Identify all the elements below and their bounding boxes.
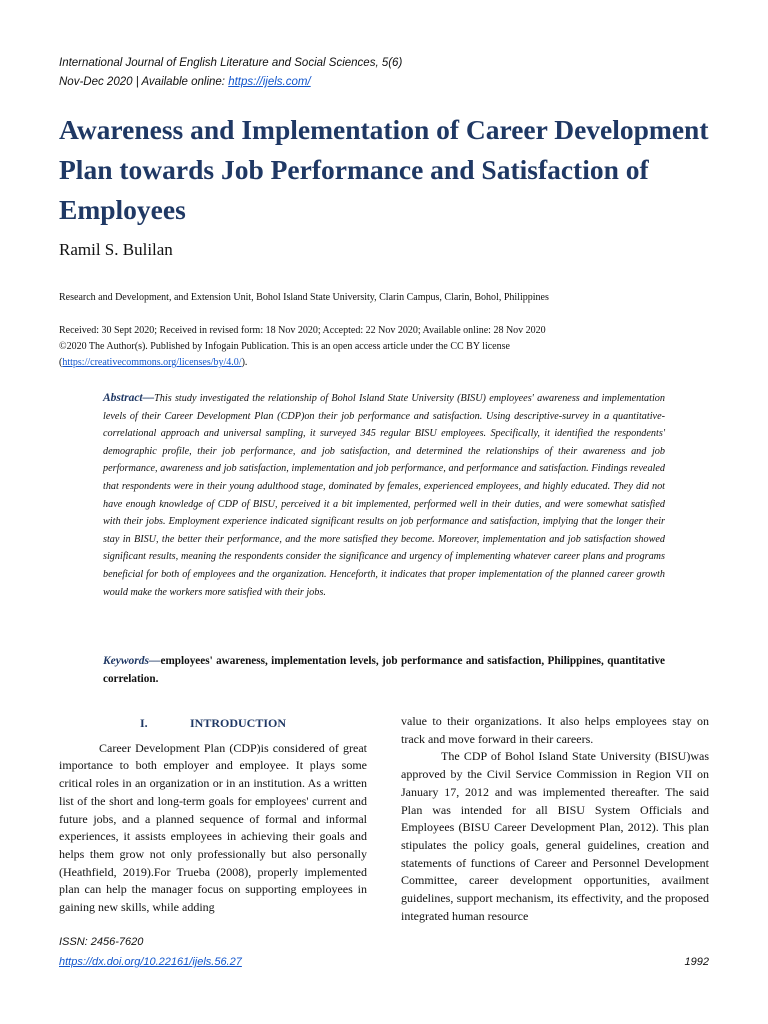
- issn: ISSN: 2456-7620: [59, 936, 144, 948]
- copyright-line: ©2020 The Author(s). Published by Infogain Publication. This is an open access article under the CC BY license: [59, 341, 510, 352]
- journal-header: [59, 54, 719, 92]
- page-number: 1992: [684, 956, 709, 968]
- issue-line: [59, 73, 719, 92]
- left-column: [59, 713, 367, 917]
- license-line: [59, 355, 719, 371]
- affiliation: Research and Development, and Extension Unit, Bohol Island State University, Clarin Campus, Clarin, Bohol, Philippines: [59, 292, 549, 303]
- intro-paragraph-continued: value to their organizations. It also helps employees stay on track and move forward in their careers.: [401, 714, 709, 746]
- keywords-label: Keywords—: [103, 655, 161, 667]
- keywords-text: employees' awareness, implementation levels, job performance and satisfaction, Philippines, quantitative correlation.: [103, 655, 665, 685]
- section-number: I.: [139, 716, 148, 730]
- paper-title: Awareness and Implementation of Career Development Plan towards Job Performance and Satisfaction of Employees: [59, 114, 709, 225]
- abstract: [103, 390, 665, 601]
- abstract-label: Abstract—: [103, 392, 155, 404]
- section-title: INTRODUCTION: [189, 716, 286, 730]
- doi-link[interactable]: https://dx.doi.org/10.22161/ijels.56.27: [59, 956, 242, 968]
- section-heading: [59, 715, 367, 733]
- license-paren-close: ).: [241, 357, 248, 368]
- journal-link[interactable]: https://ijels.com/: [228, 76, 311, 88]
- license-link[interactable]: https://creativecommons.org/licenses/by/4.0/: [62, 357, 242, 368]
- license-paren-open: (: [59, 357, 63, 368]
- intro-paragraph-1: Career Development Plan (CDP)is considered of great importance to both employer and employee. It plays some critical roles in an organization or in an institution. As a written list of the short and long-term goals for employees' current and future jobs, and a planned sequence of formal and informal experiences, it assists employees in achieving their goals and helps them grow not only professionally but also personally (Heathfield, 2019).For Trueba (2008), properly implemented plan can help the manager focus on supporting employees in gaining new skills, while adding: [59, 740, 367, 915]
- abstract-text: This study investigated the relationship of Bohol Island State University (BISU) employees' awareness and implementation levels of their Career Development Plan (CDP)on their job performance and satisfaction. Using descriptive-survey in a quantitative-correlational approach and universal sampling, it surveyed 345 regular BISU employees. Specifically, it identified the respondents' demographic profile, their job performance, and job satisfaction, and determined the relationships of their awareness and job performance, awareness and job satisfaction, implementation and job performance, and performance and satisfaction. Findings revealed that respondents were in their young adulthood stage, dominated by females, experienced employees, and highly educated. They did not have enough knowledge of CDP of BISU, perceived it a bit implemented, performed well in their duties, and were somewhat satisfied with their jobs. Employment experience indicated significant results on job performance and satisfaction, implying that the longer their stay in BISU, the better their performance, and the more satisfied they become. Moreover, implementation and job satisfaction showed significant results, meaning the respondents consider the significance and urgency of implementing whatever career plans and programs beneficial for both of employees and the organization. Henceforth, it indicates that proper implementation of the planned career growth would make the workers more satisfied with their jobs.: [103, 393, 665, 598]
- issue-text: Nov-Dec 2020 | Available online:: [59, 76, 229, 88]
- publication-dates: [59, 323, 719, 371]
- right-column: [401, 713, 709, 925]
- received-dates: Received: 30 Sept 2020; Received in revised form: 18 Nov 2020; Accepted: 22 Nov 2020; Available online: 28 Nov 2020: [59, 325, 546, 336]
- intro-paragraph-2: The CDP of Bohol Island State University (BISU)was approved by the Civil Service Commission in Region VII on January 17, 2012 and was implemented thereafter. The said Plan was intended for all BISU System Officials and Employees (BISU Career Development Plan, 2012). This plan stipulates the policy goals, general guidelines, creation and statements of functions of Career and Personnel Development Committee, career development opportunities, availment guidelines, support mechanism, its effectivity, and the proposed integrated human resource: [401, 749, 709, 923]
- page-footer: [59, 932, 709, 972]
- keywords: [103, 653, 665, 688]
- author-name: Ramil S. Bulilan: [59, 240, 173, 259]
- journal-name: International Journal of English Literature and Social Sciences, 5(6): [59, 57, 403, 69]
